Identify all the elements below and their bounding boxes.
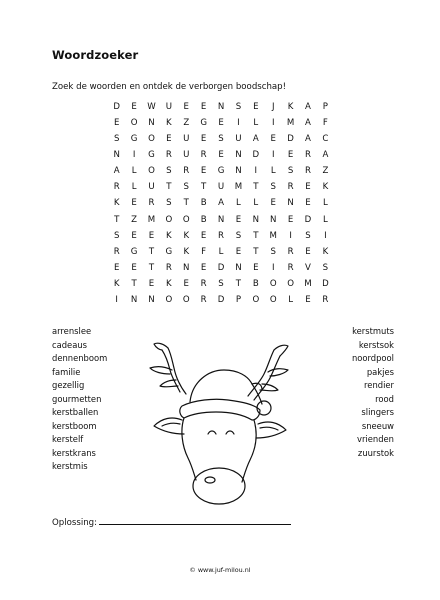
grid-letter: E xyxy=(270,198,276,209)
grid-letter: S xyxy=(270,246,276,257)
word-list-item: vrienden xyxy=(357,434,394,445)
word-list-item: rood xyxy=(375,393,394,404)
grid-letter: K xyxy=(166,230,172,241)
grid-letter: T xyxy=(183,198,189,209)
solution-answer-line[interactable] xyxy=(99,515,291,525)
word-list-right xyxy=(352,325,394,460)
grid-letter: G xyxy=(130,134,138,145)
grid-letter: D xyxy=(113,102,120,112)
grid-letter: D xyxy=(217,294,225,305)
grid-letter: N xyxy=(235,262,242,273)
grid-letter: R xyxy=(218,230,225,241)
grid-letter: M xyxy=(304,278,312,289)
grid-letter: P xyxy=(235,294,242,305)
word-list-item: slingers xyxy=(361,407,394,418)
grid-letter: R xyxy=(305,166,311,177)
grid-letter: S xyxy=(235,230,242,241)
grid-letter: O xyxy=(148,166,155,177)
grid-letter: C xyxy=(322,134,329,145)
grid-letter: E xyxy=(305,198,311,209)
grid-letter: E xyxy=(148,230,155,241)
grid-letter: R xyxy=(287,262,294,273)
grid-letter: T xyxy=(114,214,120,225)
word-list-item: kerstsok xyxy=(358,339,394,350)
left-antler xyxy=(150,343,186,394)
letter-grid xyxy=(108,99,334,308)
word-list-item: rendier xyxy=(364,380,394,391)
grid-letter: T xyxy=(253,230,259,241)
grid-letter: L xyxy=(270,166,276,177)
grid-letter: K xyxy=(287,102,294,112)
grid-letter: R xyxy=(200,150,207,161)
grid-letter: O xyxy=(182,294,190,305)
grid-letter: S xyxy=(166,166,172,177)
grid-letter: I xyxy=(271,262,275,273)
word-list-item: zuurstok xyxy=(357,447,394,458)
grid-letter: U xyxy=(183,150,190,161)
grid-letter: T xyxy=(131,278,137,289)
reindeer-head xyxy=(182,418,256,482)
grid-letter: E xyxy=(305,294,311,305)
right-eye xyxy=(226,431,234,434)
grid-letter: G xyxy=(130,246,138,257)
word-list-item: kerstmuts xyxy=(352,326,394,336)
grid-letter: E xyxy=(131,198,137,209)
grid-letter: T xyxy=(148,262,155,273)
grid-letter: N xyxy=(217,214,225,225)
grid-letter: E xyxy=(253,102,259,112)
grid-letter: M xyxy=(286,118,295,129)
grid-letter: L xyxy=(322,214,328,225)
grid-letter: S xyxy=(166,198,172,209)
grid-letter: K xyxy=(166,278,172,289)
grid-letter: I xyxy=(115,294,118,305)
grid-letter: N xyxy=(269,214,277,225)
grid-letter: O xyxy=(182,214,190,225)
grid-letter: R xyxy=(165,262,172,273)
grid-letter: N xyxy=(113,150,120,161)
grid-letter: D xyxy=(304,214,312,225)
grid-letter: R xyxy=(322,294,329,305)
grid-letter: E xyxy=(200,230,207,241)
left-eye xyxy=(208,431,216,434)
grid-letter: I xyxy=(324,230,327,241)
grid-letter: E xyxy=(305,182,311,193)
word-list-item: sneeuw xyxy=(361,420,394,431)
grid-letter: R xyxy=(183,166,190,177)
grid-letter: B xyxy=(200,214,207,225)
word-list-item: dennenboom xyxy=(52,353,108,364)
grid-letter: E xyxy=(166,134,172,145)
word-list-item: pakjes xyxy=(366,366,394,377)
grid-letter: O xyxy=(252,294,260,305)
word-list-item: arrenslee xyxy=(52,326,92,336)
grid-letter: S xyxy=(183,182,189,193)
grid-letter: O xyxy=(165,294,173,305)
grid-letter: N xyxy=(287,198,294,209)
grid-letter: N xyxy=(130,294,138,305)
grid-letter: K xyxy=(113,278,120,289)
grid-letter: F xyxy=(201,246,207,257)
grid-letter: A xyxy=(305,102,311,112)
grid-letter: S xyxy=(113,134,120,145)
grid-letter: A xyxy=(305,134,311,145)
grid-letter: G xyxy=(217,166,225,177)
grid-letter: U xyxy=(217,182,225,193)
grid-letter: E xyxy=(200,134,207,145)
grid-letter: R xyxy=(113,182,120,193)
grid-letter: R xyxy=(200,294,207,305)
grid-letter: B xyxy=(200,198,207,209)
grid-letter: N xyxy=(148,118,155,129)
grid-letter: I xyxy=(271,150,275,161)
grid-letter: R xyxy=(200,278,207,289)
grid-letter: W xyxy=(147,102,156,112)
grid-letter: Z xyxy=(183,118,190,129)
grid-letter: K xyxy=(322,246,329,257)
grid-letter: N xyxy=(183,262,190,273)
grid-letter: T xyxy=(201,182,207,193)
grid-letter: O xyxy=(130,118,138,129)
grid-letter: R xyxy=(165,150,172,161)
grid-letter: K xyxy=(183,230,190,241)
grid-letter: B xyxy=(252,278,259,289)
word-list-item: kerstboom xyxy=(52,420,97,431)
grid-letter: I xyxy=(289,230,292,241)
right-antler xyxy=(248,345,288,400)
reindeer-illustration xyxy=(124,330,314,510)
reindeer-nose xyxy=(193,468,245,504)
left-ear xyxy=(154,418,184,434)
grid-letter: I xyxy=(132,150,136,161)
grid-letter: S xyxy=(322,262,329,273)
grid-letter: S xyxy=(218,278,224,289)
grid-letter: E xyxy=(131,230,137,241)
grid-letter: A xyxy=(252,134,259,145)
word-list-item: familie xyxy=(52,366,81,377)
word-list-item: kerstballen xyxy=(52,407,99,418)
grid-letter: R xyxy=(148,198,155,209)
grid-letter: L xyxy=(131,182,137,193)
right-ear xyxy=(256,422,286,438)
grid-letter: S xyxy=(287,166,294,177)
grid-letter: E xyxy=(270,134,276,145)
grid-letter: R xyxy=(287,246,294,257)
grid-letter: E xyxy=(287,214,294,225)
grid-letter: E xyxy=(131,262,137,273)
grid-letter: T xyxy=(166,182,172,193)
grid-letter: L xyxy=(253,198,259,209)
grid-letter: M xyxy=(147,214,156,225)
grid-letter: E xyxy=(253,262,259,273)
grid-letter: K xyxy=(183,246,190,257)
word-list-item: kerstmis xyxy=(52,461,88,472)
grid-letter: D xyxy=(217,262,225,273)
grid-letter: T xyxy=(253,182,259,193)
grid-letter: E xyxy=(200,102,207,112)
grid-letter: E xyxy=(113,118,120,129)
grid-letter: L xyxy=(288,294,293,305)
grid-letter: I xyxy=(237,118,240,129)
solution-label: Oplossing: xyxy=(52,518,98,528)
grid-letter: E xyxy=(235,214,242,225)
grid-letter: R xyxy=(113,246,120,257)
grid-letter: S xyxy=(218,134,224,145)
grid-letter: S xyxy=(305,230,311,241)
grid-letter: S xyxy=(235,102,242,112)
grid-letter: Z xyxy=(131,214,138,225)
grid-letter: G xyxy=(148,150,155,161)
grid-letter: E xyxy=(200,166,207,177)
grid-letter: L xyxy=(236,198,241,209)
grid-letter: E xyxy=(113,262,120,273)
grid-letter: Z xyxy=(322,166,329,177)
grid-letter: G xyxy=(200,118,207,129)
grid-letter: O xyxy=(148,134,155,145)
grid-letter: E xyxy=(183,278,189,289)
copyright-footer: © www.juf-milou.nl xyxy=(189,566,251,574)
grid-letter: M xyxy=(269,230,277,241)
grid-letter: E xyxy=(235,246,242,257)
grid-letter: K xyxy=(166,118,172,129)
grid-letter: E xyxy=(287,150,294,161)
grid-letter: M xyxy=(234,182,243,193)
page-title: Woordzoeker xyxy=(52,48,139,62)
grid-letter: D xyxy=(287,134,294,145)
word-list-item: kerstkrans xyxy=(52,447,96,458)
grid-letter: E xyxy=(218,150,224,161)
grid-letter: U xyxy=(183,134,190,145)
grid-letter: L xyxy=(131,166,137,177)
grid-letter: I xyxy=(254,166,258,177)
grid-letter: R xyxy=(305,150,311,161)
grid-letter: T xyxy=(235,278,242,289)
grid-letter: N xyxy=(252,214,260,225)
grid-letter: U xyxy=(165,102,173,112)
grid-letter: K xyxy=(113,198,120,209)
grid-letter: L xyxy=(253,118,259,129)
grid-letter: A xyxy=(113,166,120,177)
grid-letter: O xyxy=(287,278,294,289)
grid-letter: E xyxy=(183,102,189,112)
solution-row xyxy=(52,515,291,528)
grid-letter: E xyxy=(131,102,137,112)
word-list-item: gezellig xyxy=(52,380,85,391)
grid-letter: A xyxy=(305,118,311,129)
word-list-item: gourmetten xyxy=(52,393,102,404)
grid-letter: A xyxy=(322,150,329,161)
grid-letter: F xyxy=(322,118,328,129)
grid-letter: T xyxy=(253,246,259,257)
grid-letter: K xyxy=(322,182,329,193)
grid-letter: J xyxy=(271,102,275,112)
grid-letter: S xyxy=(113,230,120,241)
grid-letter: E xyxy=(305,246,311,257)
grid-letter: D xyxy=(252,150,260,161)
grid-letter: O xyxy=(269,278,277,289)
grid-letter: N xyxy=(235,150,242,161)
word-list-item: kerstelf xyxy=(52,434,84,445)
grid-letter: N xyxy=(148,294,155,305)
grid-letter: N xyxy=(217,102,225,112)
grid-letter: E xyxy=(200,262,207,273)
grid-letter: O xyxy=(269,294,277,305)
grid-letter: D xyxy=(322,278,329,289)
grid-letter: A xyxy=(218,198,224,209)
grid-letter: R xyxy=(287,182,294,193)
grid-letter: G xyxy=(165,246,173,257)
grid-letter: U xyxy=(148,182,155,193)
grid-letter: E xyxy=(148,278,155,289)
grid-letter: L xyxy=(322,198,328,209)
grid-letter: E xyxy=(218,118,224,129)
instruction-text: Zoek de woorden en ontdek de verborgen boodschap! xyxy=(52,82,287,92)
grid-letter: O xyxy=(165,214,173,225)
word-list-left xyxy=(52,325,107,474)
grid-letter: T xyxy=(148,246,155,257)
word-list-item: cadeaus xyxy=(52,339,88,350)
grid-letter: V xyxy=(305,262,311,273)
word-list-item: noordpool xyxy=(351,353,394,364)
grid-letter: P xyxy=(322,102,328,112)
grid-letter: I xyxy=(271,118,275,129)
grid-letter: N xyxy=(235,166,242,177)
grid-letter: U xyxy=(235,134,242,145)
grid-letter: L xyxy=(218,246,224,257)
grid-letter: S xyxy=(270,182,276,193)
